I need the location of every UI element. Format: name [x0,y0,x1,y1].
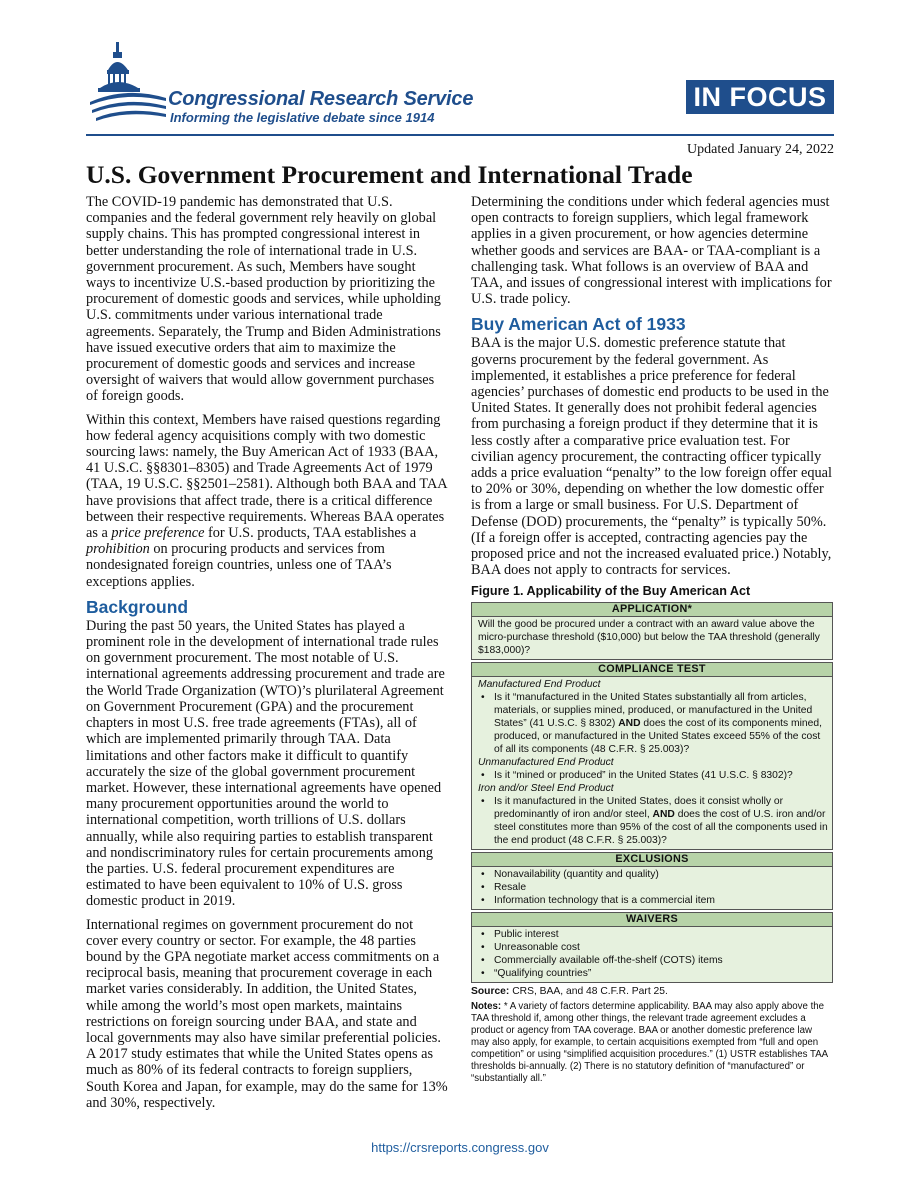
page-title: U.S. Government Procurement and International Trade [86,160,693,189]
footer-link[interactable]: https://crsreports.congress.gov [371,1140,549,1155]
list-item: • Is it “mined or produced” in the United States (41 U.S.C. § 8302)? [494,769,829,782]
updated-date: Updated January 24, 2022 [687,142,834,157]
notes-text: * A variety of factors determine applicability. BAA may also apply above the TAA threshold if, among other things, the relevant trade agreement excludes a product or agency from TAA coverage. BAA or another domestic preference law may also apply, for example, to certain acquisitions exempted from “full and open competition” or using “simplified acquisition procedures.” (1) USTR establishes TAA thresholds bi-annually. (2) There is no statutory definition of “manufactured” or “substantially all.” [471,1000,828,1084]
and-emphasis: AND [652,809,675,821]
list-item: • Public interest [494,928,829,941]
paragraph-determining: Determining the conditions under which federal agencies must open contracts to foreign suppliers, which legal framework applies in a given procurement, or how agencies determine whether goods and services are BAA- or TAA-compliant is a challenging task. What follows is an overview of BAA and TAA, and issues of congressional interest with implications for U.S. trade policy. [471,194,832,308]
org-tagline: Informing the legislative debate since 1914 [170,110,435,125]
text-run: Is it manufactured in the United States, does it consist wholly or predominantly of iron and/or steel, [494,796,784,821]
source-label: Source: [471,986,510,998]
text-run: for U.S. products, TAA establishes a [204,525,417,542]
list-item: • Commercially available off-the-shelf (COTS) items [494,954,829,967]
list-item: • Information technology that is a commercial item [494,894,829,907]
heading-background: Background [86,596,189,617]
emphasis-prohibition: prohibition [86,541,150,558]
paragraph-regimes: International regimes on government procurement do not cover every country or sector. For example, the 48 parties bound by the GPA negotiate market access commitments on a reciprocal basis, meaning that procurement coverage in each market varies considerably. In addition, the United States, while among the world’s most open markets, maintains restrictions on foreign sourcing under BAA, and state and local governments may also have similar preferential policies. A 2017 study estimates that while the United States opens as much as 80% of its federal contracts to foreign suppliers, South Korea and Japan, for example, may do the same for 13% and 30%, respectively. [86,916,448,1111]
list-item: • “Qualifying countries” [494,967,829,980]
and-emphasis: AND [618,718,641,730]
source-text: CRS, BAA, and 48 C.F.R. Part 25. [509,986,668,998]
exclusions-body [472,867,832,909]
emphasis-price-preference: price preference [111,525,205,542]
text-run: Within this context, Members have raised questions regarding how federal agency acquisitions comply with two domestic sourcing laws: namely, the Buy American Act of 1933 (BAA, 41 U.S.C. §§8301–8305) and Trade Agreements Act of 1979 (TAA, 19 U.S.C. §§2501–2581). Although both BAA and TAA have provisions that affect trade, there is a critical difference between their respective requirements. Whereas BAA operates as a [86,411,447,542]
application-text: Will the good be procured under a contract with an award value above the micro-purchase threshold ($10,000) but below the TAA threshold (generally $183,000)? [472,617,832,659]
paragraph-context [86,412,448,590]
header-divider [86,134,834,136]
compliance-list [478,769,829,782]
text-run: does the cost of U.S. iron and/or steel constitutes more than 95% of the cost of all the components used in the end product (48 C.F.R. § 25.003)? [494,809,828,847]
exclusions-list [478,868,829,907]
application-head: APPLICATION* [472,603,832,617]
left-column [86,194,448,1118]
waivers-list [478,928,829,980]
list-item: • Nonavailability (quantity and quality) [494,868,829,881]
text-run: does the cost of its components mined, produced, or manufactured in the United States exceed 55% of the cost of all its components (48 C.F.R. § 25.003)? [494,718,822,756]
exclusions-box [471,852,833,910]
waivers-head: WAIVERS [472,913,832,927]
waivers-body [472,927,832,982]
capitol-dome-icon [86,40,168,128]
list-item: • Unreasonable cost [494,941,829,954]
waivers-box [471,912,833,983]
compliance-head: COMPLIANCE TEST [472,663,832,677]
compliance-list [478,795,829,847]
heading-buy-american-act: Buy American Act of 1933 [471,314,686,335]
list-item [494,795,829,847]
figure-notes [471,1001,833,1085]
application-box [471,602,833,660]
compliance-body [472,677,832,849]
exclusions-head: EXCLUSIONS [472,853,832,867]
compliance-list [478,691,829,756]
compliance-subhead: Unmanufactured End Product [478,757,614,769]
paragraph-background: During the past 50 years, the United States has played a prominent role in the development of international trade rules on government procurement. The most notable of U.S. international agreements addressing procurement and trade are the World Trade Organization (WTO)’s plurilateral Agreement on Government Procurement (GPA) and the procurement chapters in most U.S. free trade agreements (FTAs), all of which are implemented primarily through TAA. Data limitations and other factors make it difficult to quantify accurately the size of the global government procurement market. However, these international agreements have opened many procurement opportunities around the world to international competition, worth trillions of U.S. dollars annually, while also requiring parties to establish transparent and nondiscriminatory rules for certain procurements among the parties. U.S. federal procurement expenditures are estimated to have been equivalent to 10% of U.S. gross domestic product in 2019. [86,617,445,910]
compliance-box [471,662,833,850]
compliance-subhead: Manufactured End Product [478,679,601,691]
figure-title: Figure 1. Applicability of the Buy American Act [471,584,751,599]
paragraph-intro: The COVID-19 pandemic has demonstrated that U.S. companies and the federal government rely heavily on global supply chains. This has prompted congressional interest in better understanding the role of international trade in U.S. government procurement. As such, Members have sought ways to incentivize U.S.-based production by prioritizing the procurement of domestic goods and services, while upholding U.S. commitments under various international trade agreements. Separately, the Trump and Biden Administrations have issued executive orders that aim to maximize the procurement of domestic goods and services and increase oversight of waivers that would allow government purchases of foreign goods. [86,194,441,405]
notes-label: Notes: [471,1000,502,1012]
right-column [471,194,833,1085]
paragraph-baa: BAA is the major U.S. domestic preference statute that governs procurement by the federal government. As implemented, it establishes a price preference for federal agencies’ purchases of domestic end products to be used in the United States. It generally does not prohibit federal agencies from purchasing a foreign product if they determine that it is less costly after a comparative price evaluation test. For civilian agency procurement, the contracting officer typically adds a price evaluation “penalty” to the low foreign offer equal to 20% or 30%, depending on whether the low domestic offer is from a large or small business. For U.S. Department of Defense (DOD) procurements, the “penalty” is typically 50%. (If a foreign offer is accepted, contracting agencies pay the proposed price and not the increased evaluated price.) Notably, BAA does not apply to contracts for services. [471,335,832,579]
list-item [494,691,829,756]
text-run: Is it “manufactured in the United States substantially all from articles, materials, or supplies mined, produced, or manufactured in the United States” (41 U.S.C. § 8302) [494,692,813,730]
in-focus-badge: IN FOCUS [686,80,834,114]
compliance-subhead: Iron and/or Steel End Product [478,783,614,795]
text-run: on procuring products and services from nondesignated foreign countries, unless one of TAA’s exceptions applies. [86,541,392,590]
list-item: • Resale [494,881,829,894]
figure-source [471,986,833,999]
org-name: Congressional Research Service [168,88,474,110]
